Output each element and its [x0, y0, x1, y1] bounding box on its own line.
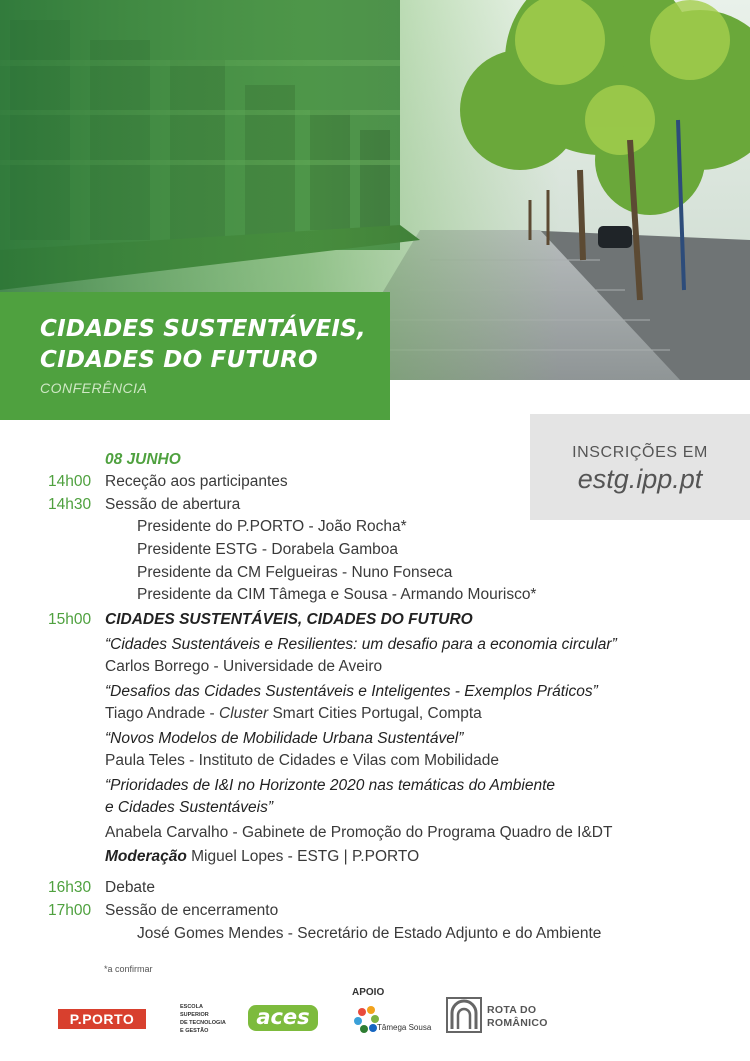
event-title-line2: CIDADES DO FUTURO [40, 347, 318, 373]
time-label: 17h00 [48, 902, 92, 919]
item-text: Sessão de abertura [105, 496, 241, 513]
talk-title: “Novos Modelos de Mobilidade Urbana Sustentável” [105, 730, 464, 747]
rota-romanico-icon [446, 997, 482, 1033]
title-box [0, 292, 390, 420]
registration-link[interactable]: estg.ipp.pt [577, 464, 703, 494]
speaker-line: José Gomes Mendes - Secretário de Estado Adjunto e do Ambiente [137, 925, 602, 942]
talk-title: e Cidades Sustentáveis” [105, 799, 274, 816]
estg-logo [180, 1003, 240, 1035]
moderation-label: Moderação [105, 848, 187, 865]
pporto-logo: P.PORTO [58, 1009, 146, 1029]
moderation-text: Miguel Lopes - ESTG | P.PORTO [186, 848, 420, 865]
moderation [105, 847, 419, 867]
time-label: 16h30 [48, 879, 92, 896]
estg-logo-line: SUPERIOR [180, 1012, 209, 1018]
time-label: 15h00 [48, 611, 92, 628]
estg-logo-line: ESCOLA [180, 1004, 203, 1010]
tamega-sousa-icon [352, 1004, 436, 1040]
time-label: 14h00 [48, 473, 92, 490]
tamega-sousa-logo [377, 1023, 431, 1032]
speaker-cluster: Cluster [219, 705, 269, 722]
panel-title: CIDADES SUSTENTÁVEIS, CIDADES DO FUTURO [105, 611, 473, 628]
speaker-line: Presidente ESTG - Dorabela Gamboa [137, 541, 399, 558]
speaker-line: Presidente da CIM Tâmega e Sousa - Armando Mourisco* [137, 586, 537, 603]
speaker-line: Presidente da CM Felgueiras - Nuno Fonseca [137, 564, 453, 581]
sousa-text: Sousa [408, 1023, 432, 1032]
tamega-text: Tâmega [377, 1023, 407, 1032]
talk-title: “Desafios das Cidades Sustentáveis e Inteligentes - Exemplos Práticos” [105, 683, 598, 700]
talk-title: “Prioridades de I&I no Horizonte 2020 nas temáticas do Ambiente [105, 777, 556, 794]
item-text: Sessão de encerramento [105, 902, 279, 919]
event-title-line1: CIDADES SUSTENTÁVEIS, [40, 316, 366, 342]
speaker-line: Presidente do P.PORTO - João Rocha* [137, 518, 407, 535]
rota-romanico-logo [487, 1004, 548, 1030]
apoio-label: APOIO [352, 987, 385, 998]
event-type: CONFERÊNCIA [40, 380, 148, 396]
estg-logo-line: DE TECNOLOGIA [180, 1020, 226, 1026]
time-label: 14h30 [48, 496, 92, 513]
speaker-org: Smart Cities Portugal, Compta [268, 705, 482, 722]
program-date: 08 JUNHO [105, 451, 181, 468]
talk-speaker: Carlos Borrego - Universidade de Aveiro [105, 658, 383, 675]
talk-speaker [105, 704, 482, 724]
item-text: Debate [105, 879, 155, 896]
footnote: *a confirmar [104, 964, 153, 974]
item-text: Receção aos participantes [105, 473, 288, 490]
estg-logo-line: E GESTÃO [180, 1028, 209, 1034]
rota-logo-line1: ROTA DO [487, 1004, 537, 1016]
talk-title: “Cidades Sustentáveis e Resilientes: um desafio para a economia circular” [105, 636, 617, 653]
aces-logo: aces [248, 1005, 318, 1031]
talk-speaker: Anabela Carvalho - Gabinete de Promoção do Programa Quadro de I&DT [105, 824, 613, 841]
rota-logo-line2: ROMÂNICO [487, 1017, 548, 1029]
speaker-name: Tiago Andrade - [105, 705, 220, 722]
registration-box [530, 414, 750, 520]
registration-label: INSCRIÇÕES EM [572, 444, 708, 461]
talk-speaker: Paula Teles - Instituto de Cidades e Vilas com Mobilidade [105, 752, 500, 769]
